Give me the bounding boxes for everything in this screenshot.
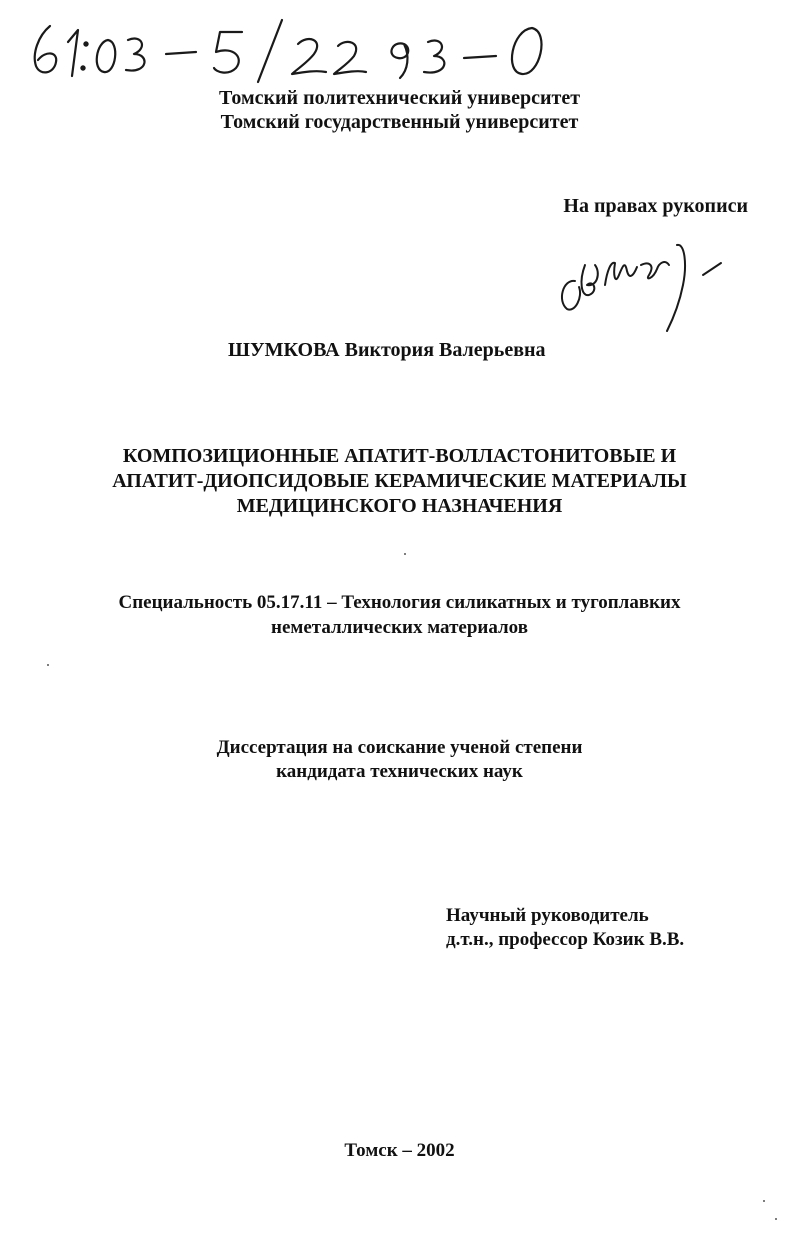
signature xyxy=(545,235,725,335)
city-year: Томск – 2002 xyxy=(344,1140,455,1161)
scan-speck xyxy=(404,553,406,555)
institution-1: Томский политехнический университет xyxy=(218,87,581,109)
dissertation-line-1: Диссертация на соискание ученой степени xyxy=(216,737,583,758)
handwritten-registration-code xyxy=(20,14,560,84)
title-line-2: АПАТИТ-ДИОПСИДОВЫЕ КЕРАМИЧЕСКИЕ МАТЕРИАЛЫ xyxy=(112,470,687,492)
scan-speck xyxy=(763,1200,765,1202)
manuscript-rights: На правах рукописи xyxy=(563,195,748,217)
specialty-line-1: Специальность 05.17.11 – Технология силикатных и тугоплавких xyxy=(118,592,681,613)
title-line-3: МЕДИЦИНСКОГО НАЗНАЧЕНИЯ xyxy=(236,495,563,517)
dissertation-line-2: кандидата технических наук xyxy=(276,761,523,782)
title-line-1: КОМПОЗИЦИОННЫЕ АПАТИТ-ВОЛЛАСТОНИТОВЫЕ И xyxy=(122,445,677,467)
author-name: ШУМКОВА Виктория Валерьевна xyxy=(228,339,546,361)
supervisor-line-1: Научный руководитель xyxy=(446,905,649,926)
specialty-line-2: неметаллических материалов xyxy=(271,617,528,638)
supervisor-line-2: д.т.н., профессор Козик В.В. xyxy=(446,929,685,950)
scan-speck xyxy=(775,1218,777,1220)
institution-2: Томский государственный университет xyxy=(220,111,579,133)
scan-speck xyxy=(47,664,49,666)
